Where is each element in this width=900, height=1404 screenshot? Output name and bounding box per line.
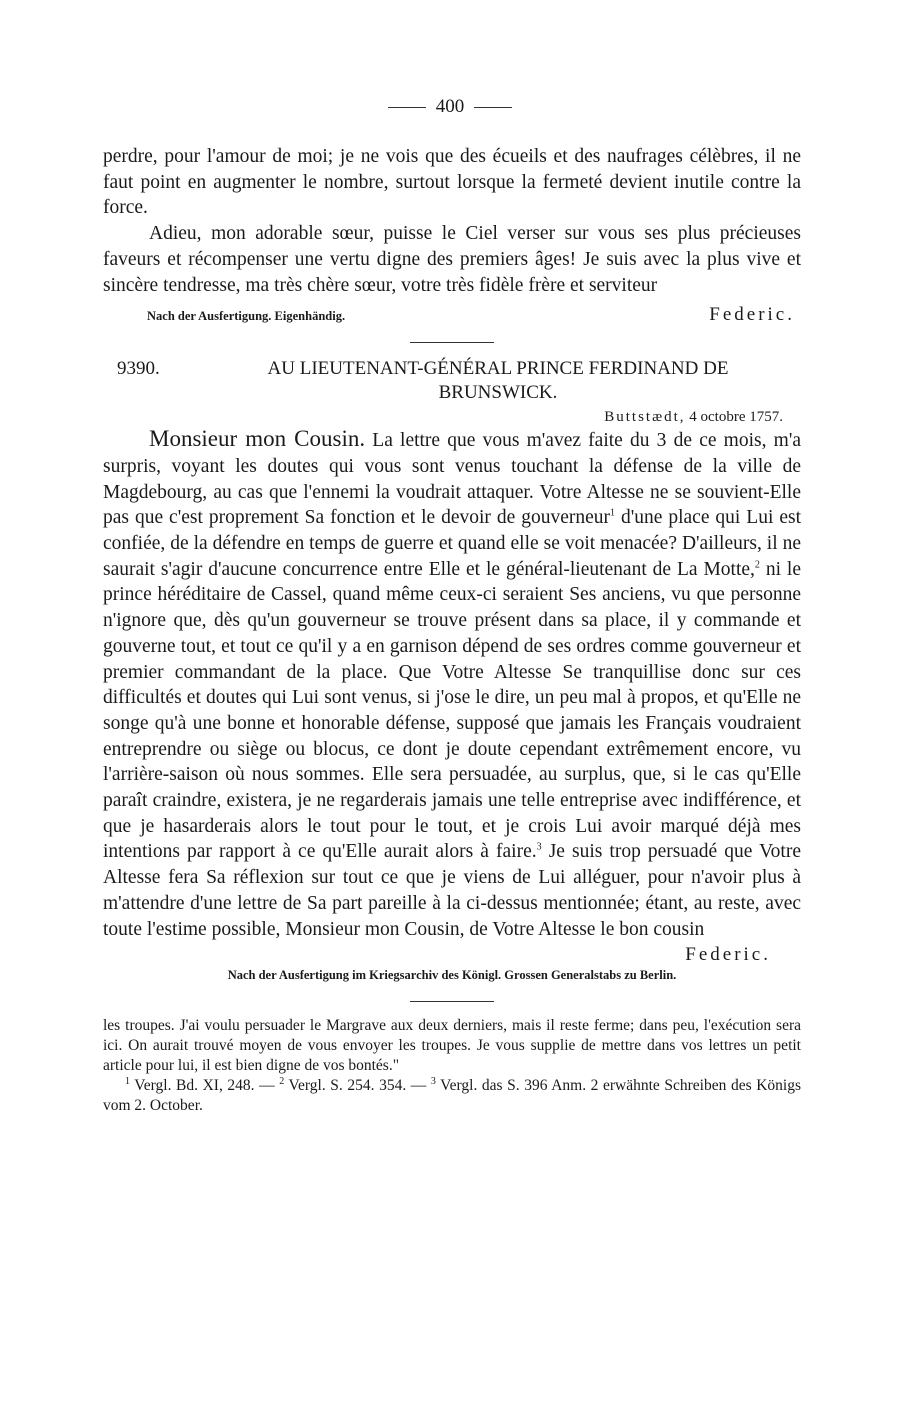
page-number: 400 (435, 96, 465, 117)
footnote-3: Vergl. das S. 396 Anm. 2 erwähnte Schreiben des Königs vom 2. October. (103, 1077, 801, 1115)
footnote-continuation: les troupes. J'ai voulu persuader le Margrave aux deux derniers, mais il reste ferme; dans peu, l'exécution sera ici. On aurait trouvé moyen de vous envoyer les troupes. Je vous supplie de mettre dans vos lettres un petit article pour lui, il est bien digne de vos bontés." (103, 1017, 801, 1075)
letter-salutation: Monsieur mon Cousin. (149, 426, 366, 452)
letter-source-note: Nach der Ausfertigung im Kriegsarchiv des Königl. Grossen Generalstabs zu Berlin. (227, 968, 677, 983)
footnote-mark-1: 1 (125, 1076, 130, 1088)
letter-body (103, 426, 801, 942)
letter-dateline (103, 409, 801, 426)
letter-text-b: d'une place qui Lui est confiée, de la défendre en temps de guerre et quand elle se voit menacée? D'ailleurs, il ne saurait s'agir d'aucune concurrence entre Elle et le général-lieutenant de La Motte, (103, 507, 801, 580)
header-dash-right (474, 107, 512, 108)
section-divider (410, 342, 494, 343)
footnote-ref-1: 1 (610, 507, 616, 519)
letter-text-d: Je suis trop persuadé que Votre Altesse fera Sa réflexion sur tout ce que je viens de Lui alléguer, pour n'avoir plus à m'attendre d'une lettre de Sa part pareille à la ci-dessus mentionnée; étant, au reste, avec toute l'estime possible, Monsieur mon Cousin, de Votre Altesse le bon cousin (103, 841, 801, 940)
letter-place: Buttstædt, (604, 409, 686, 426)
footnotes (103, 1076, 801, 1116)
page-body (103, 144, 801, 1116)
letter-signature: Federic. (685, 944, 771, 966)
footnote-mark-3: 3 (430, 1076, 436, 1088)
footnote-mark-2: 2 (279, 1076, 285, 1088)
letter-addressee: AU LIEUTENANT-GÉNÉRAL PRINCE FERDINAND DE BRUNSWICK. (267, 358, 729, 404)
footnote-1: Vergl. Bd. XI, 248. — (130, 1077, 280, 1095)
prev-letter-signature: Federic. (709, 304, 795, 326)
letter-number: 9390. (117, 358, 160, 380)
letter-heading (103, 357, 801, 405)
footnote-2: Vergl. S. 254. 354. — (284, 1077, 431, 1095)
letter-text-a: La lettre que vous m'avez faite du 3 de ce mois, m'a surpris, voyant les doutes qui vous sont venus touchant la défense de la ville de Magdebourg, au cas que l'ennemi la voudrait attaquer. Votre Altesse ne se souvient-Elle pas que c'est proprement Sa fonction et le devoir de gouverneur (103, 430, 801, 529)
page-header (0, 96, 900, 118)
footnote-ref-2: 2 (754, 559, 760, 571)
footnote-ref-3: 3 (536, 841, 542, 853)
prev-letter-source-note: Nach der Ausfertigung. Eigenhändig. (147, 309, 346, 324)
letter-text-c: ni le prince héréditaire de Cassel, quand même ceux-ci seraient Ses anciens, vu que personne n'ignore que, dès qu'un gouverneur se trouve présent dans sa place, il y commande et gouverne tout, et tout ce qu'il y a en garnison dépend de ses ordres comme gouverneur et premier commandant de la place. Que Votre Altesse Se tranquillise donc sur ces difficultés et doutes qui Lui sont venus, si j'ose le dire, un peu mal à propos, et qu'Elle ne songe qu'à une bonne et honorable défense, supposé que jamais les Français voudraient entreprendre ou siège ou blocus, ce dont je doute cependant extrêmement encore, vu l'arrière-saison où nous sommes. Elle sera persuadée, au surplus, que, si le cas qu'Elle paraît craindre, existera, je ne regarderais jamais une telle entreprise avec indifférence, et que je hasarderais alors le tout pour le tout, et je crois Lui avoir marqué déjà mes intentions par rapport à ce qu'Elle aurait alors à faire. (103, 558, 801, 863)
letter-date: 4 octobre 1757. (689, 409, 783, 426)
prev-letter-paragraph-2: Adieu, mon adorable sœur, puisse le Ciel verser sur vous ses plus précieuses faveurs et récompenser une vertu digne des premiers âges! Je suis avec la plus vive et sincère tendresse, ma très chère sœur, votre très fidèle frère et serviteur (103, 223, 801, 296)
footnote-divider (410, 1001, 494, 1002)
prev-letter-footer (103, 304, 801, 326)
prev-letter-paragraph-1: perdre, pour l'amour de moi; je ne vois que des écueils et des naufrages célèbres, il ne faut point en augmenter le nombre, surtout lorsque la fermeté devient inutile contre la force. (103, 146, 801, 219)
header-dash-left (388, 107, 426, 108)
